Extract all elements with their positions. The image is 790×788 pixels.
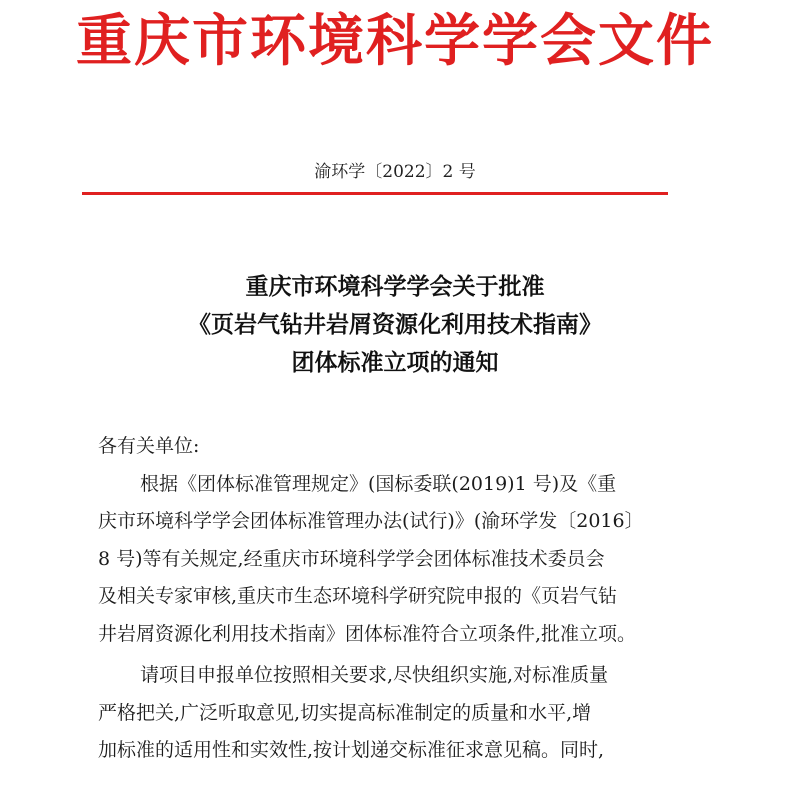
document-header-title: 重庆市环境科学学会文件 — [76, 9, 714, 74]
paragraph-line: 8 号)等有关规定,经重庆市环境科学学会团体标准技术委员会 — [98, 547, 605, 570]
salutation: 各有关单位: — [98, 435, 200, 457]
notice-title-line-2: 《页岩气钻井岩屑资源化利用技术指南》 — [188, 312, 602, 338]
paragraph-1 — [98, 466, 668, 654]
notice-title-line-1: 重庆市环境科学学会关于批准 — [245, 274, 545, 300]
paragraph-line: 庆市环境科学学会团体标准管理办法(试行)》(渝环学发〔2016〕 — [98, 510, 644, 532]
paragraph-line: 请项目申报单位按照相关要求,尽快组织实施,对标准质量 — [140, 664, 609, 686]
header-red-rule — [82, 192, 668, 195]
paragraph-line: 加标准的适用性和实效性,按计划递交标准征求意见稿。同时, — [98, 739, 605, 761]
paragraph-line: 严格把关,广泛听取意见,切实提高标准制定的质量和水平,增 — [98, 701, 592, 724]
document-number: 渝环学〔2022〕2 号 — [314, 162, 476, 182]
notice-title-line-3: 团体标准立项的通知 — [291, 350, 499, 376]
notice-body — [98, 428, 668, 770]
paragraph-line: 井岩屑资源化利用技术指南》团体标准符合立项条件,批准立项。 — [98, 622, 637, 645]
paragraph-2 — [98, 657, 668, 770]
notice-title — [0, 268, 790, 382]
paragraph-line: 及相关专家审核,重庆市生态环境科学研究院申报的《页岩气钻 — [98, 585, 618, 607]
paragraph-line: 根据《团体标准管理规定》(国标委联(2019)1 号)及《重 — [140, 472, 617, 495]
